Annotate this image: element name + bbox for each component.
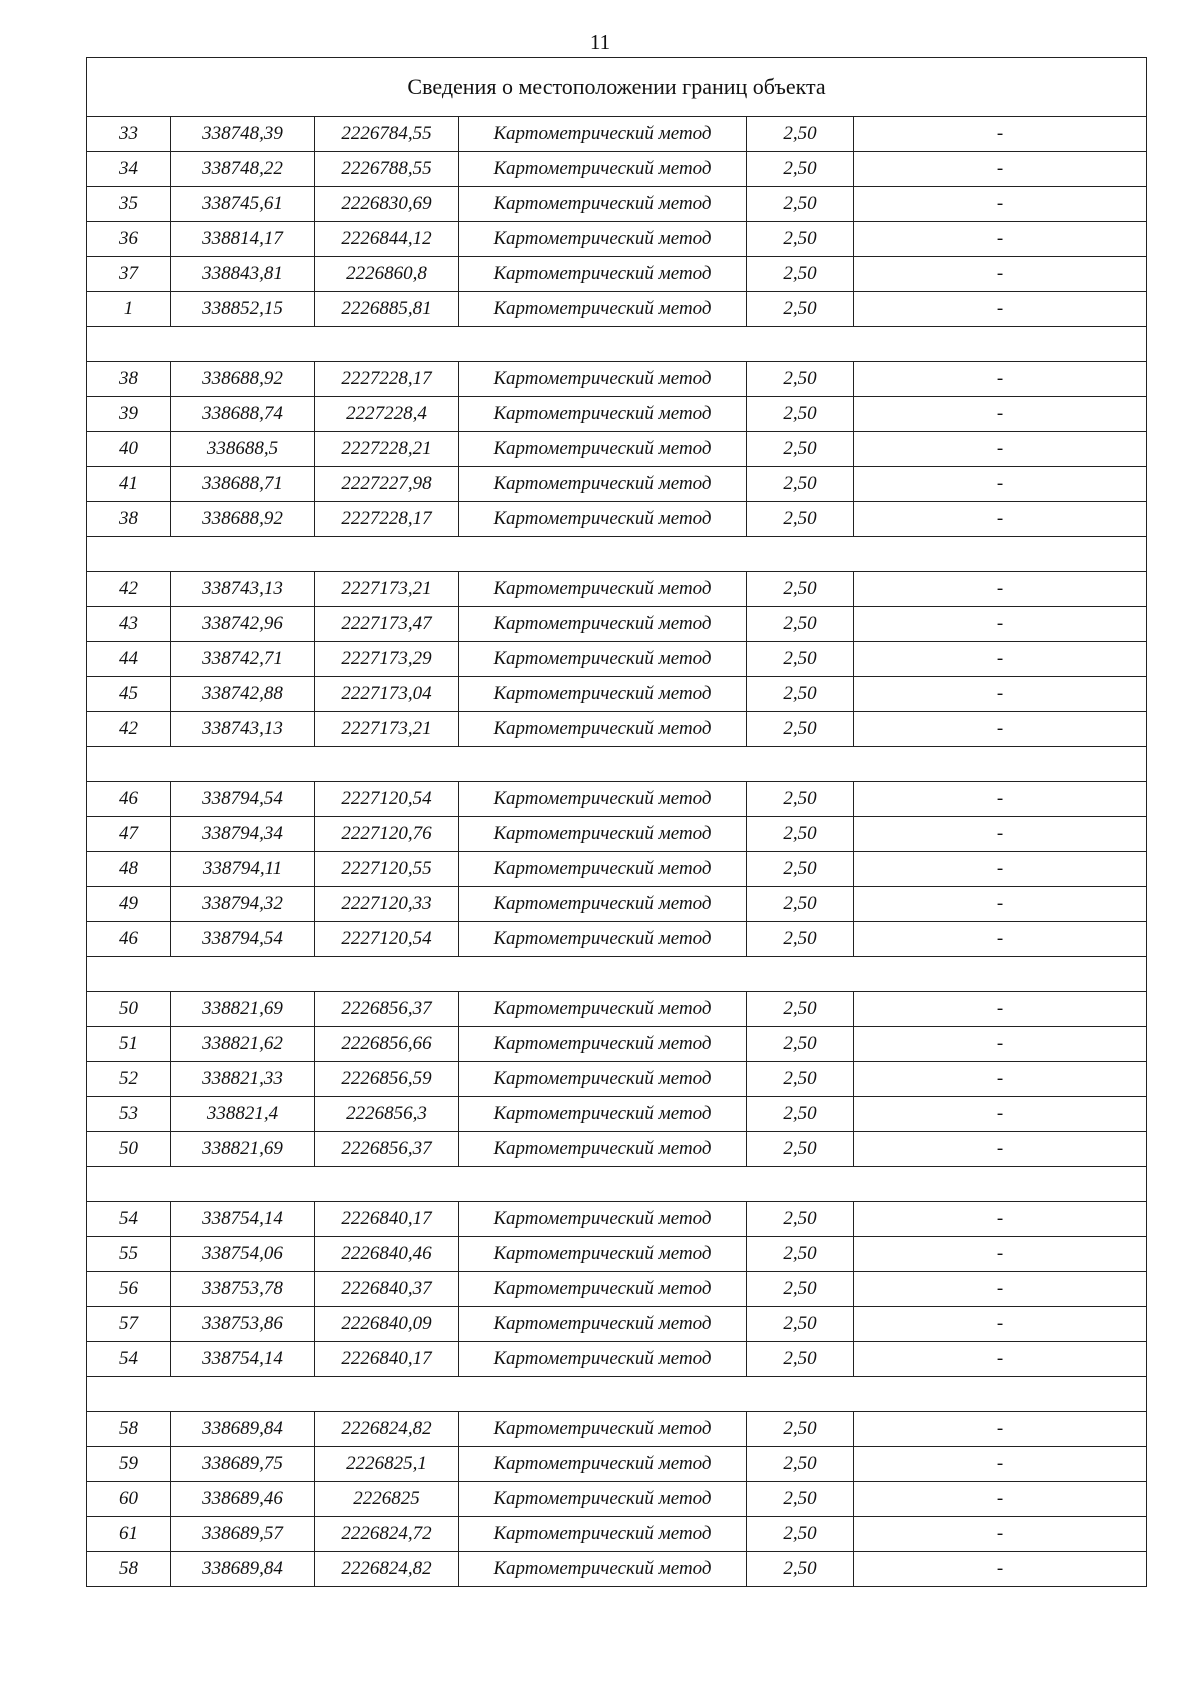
accuracy-cell: 2,50 — [747, 712, 854, 747]
point-number-cell: 54 — [87, 1202, 171, 1237]
x-coordinate-cell: 338754,14 — [171, 1342, 315, 1377]
method-cell: Картометрический метод — [459, 677, 747, 712]
method-cell: Картометрический метод — [459, 152, 747, 187]
boundary-coordinates-table — [86, 57, 1147, 1587]
point-number-cell: 36 — [87, 222, 171, 257]
description-cell: - — [854, 1062, 1147, 1097]
point-number-cell: 58 — [87, 1552, 171, 1587]
accuracy-cell: 2,50 — [747, 1412, 854, 1447]
point-number-cell: 55 — [87, 1237, 171, 1272]
table-row — [87, 397, 1147, 432]
accuracy-cell: 2,50 — [747, 1307, 854, 1342]
description-cell: - — [854, 1412, 1147, 1447]
method-cell: Картометрический метод — [459, 572, 747, 607]
x-coordinate-cell: 338794,34 — [171, 817, 315, 852]
table-row — [87, 292, 1147, 327]
table-row — [87, 187, 1147, 222]
description-cell: - — [854, 1237, 1147, 1272]
method-cell: Картометрический метод — [459, 1132, 747, 1167]
point-number-cell: 49 — [87, 887, 171, 922]
point-number-cell: 50 — [87, 992, 171, 1027]
accuracy-cell: 2,50 — [747, 257, 854, 292]
point-number-cell: 43 — [87, 607, 171, 642]
accuracy-cell: 2,50 — [747, 1237, 854, 1272]
y-coordinate-cell: 2227120,54 — [315, 922, 459, 957]
x-coordinate-cell: 338754,06 — [171, 1237, 315, 1272]
description-cell: - — [854, 117, 1147, 152]
method-cell: Картометрический метод — [459, 712, 747, 747]
method-cell: Картометрический метод — [459, 397, 747, 432]
table-title-row — [87, 58, 1147, 117]
accuracy-cell: 2,50 — [747, 222, 854, 257]
description-cell: - — [854, 1552, 1147, 1587]
table-row — [87, 1272, 1147, 1307]
accuracy-cell: 2,50 — [747, 187, 854, 222]
y-coordinate-cell: 2226885,81 — [315, 292, 459, 327]
table-row — [87, 1307, 1147, 1342]
x-coordinate-cell: 338753,78 — [171, 1272, 315, 1307]
table-row — [87, 607, 1147, 642]
table-row — [87, 887, 1147, 922]
point-number-cell: 1 — [87, 292, 171, 327]
y-coordinate-cell: 2226840,09 — [315, 1307, 459, 1342]
table-row — [87, 1552, 1147, 1587]
x-coordinate-cell: 338753,86 — [171, 1307, 315, 1342]
method-cell: Картометрический метод — [459, 502, 747, 537]
y-coordinate-cell: 2226840,17 — [315, 1202, 459, 1237]
description-cell: - — [854, 1342, 1147, 1377]
separator-cell — [87, 327, 1147, 362]
method-cell: Картометрический метод — [459, 187, 747, 222]
x-coordinate-cell: 338742,88 — [171, 677, 315, 712]
description-cell: - — [854, 1272, 1147, 1307]
contour-separator-row — [87, 327, 1147, 362]
table-row — [87, 852, 1147, 887]
page-number: 11 — [589, 30, 611, 54]
description-cell: - — [854, 1027, 1147, 1062]
description-cell: - — [854, 432, 1147, 467]
contour-separator-row — [87, 747, 1147, 782]
y-coordinate-cell: 2226824,82 — [315, 1552, 459, 1587]
separator-cell — [87, 1377, 1147, 1412]
y-coordinate-cell: 2227120,55 — [315, 852, 459, 887]
y-coordinate-cell: 2227173,29 — [315, 642, 459, 677]
y-coordinate-cell: 2226825,1 — [315, 1447, 459, 1482]
point-number-cell: 34 — [87, 152, 171, 187]
point-number-cell: 41 — [87, 467, 171, 502]
description-cell: - — [854, 572, 1147, 607]
description-cell: - — [854, 467, 1147, 502]
table-row — [87, 117, 1147, 152]
table-row — [87, 1342, 1147, 1377]
accuracy-cell: 2,50 — [747, 362, 854, 397]
table-row — [87, 1412, 1147, 1447]
y-coordinate-cell: 2226830,69 — [315, 187, 459, 222]
x-coordinate-cell: 338688,92 — [171, 502, 315, 537]
y-coordinate-cell: 2226860,8 — [315, 257, 459, 292]
table-title: Сведения о местоположении границ объекта — [87, 58, 1147, 117]
method-cell: Картометрический метод — [459, 922, 747, 957]
method-cell: Картометрический метод — [459, 222, 747, 257]
accuracy-cell: 2,50 — [747, 1342, 854, 1377]
x-coordinate-cell: 338794,54 — [171, 782, 315, 817]
point-number-cell: 60 — [87, 1482, 171, 1517]
accuracy-cell: 2,50 — [747, 1517, 854, 1552]
accuracy-cell: 2,50 — [747, 1552, 854, 1587]
x-coordinate-cell: 338794,54 — [171, 922, 315, 957]
method-cell: Картометрический метод — [459, 887, 747, 922]
x-coordinate-cell: 338745,61 — [171, 187, 315, 222]
x-coordinate-cell: 338743,13 — [171, 572, 315, 607]
y-coordinate-cell: 2226788,55 — [315, 152, 459, 187]
point-number-cell: 38 — [87, 502, 171, 537]
table-row — [87, 467, 1147, 502]
method-cell: Картометрический метод — [459, 1517, 747, 1552]
description-cell: - — [854, 257, 1147, 292]
table-row — [87, 152, 1147, 187]
table-row — [87, 1132, 1147, 1167]
table-row — [87, 502, 1147, 537]
description-cell: - — [854, 887, 1147, 922]
y-coordinate-cell: 2227228,17 — [315, 502, 459, 537]
x-coordinate-cell: 338821,4 — [171, 1097, 315, 1132]
description-cell: - — [854, 397, 1147, 432]
table-body — [87, 58, 1147, 1587]
y-coordinate-cell: 2226844,12 — [315, 222, 459, 257]
method-cell: Картометрический метод — [459, 257, 747, 292]
point-number-cell: 42 — [87, 572, 171, 607]
x-coordinate-cell: 338742,96 — [171, 607, 315, 642]
description-cell: - — [854, 782, 1147, 817]
x-coordinate-cell: 338821,69 — [171, 992, 315, 1027]
x-coordinate-cell: 338742,71 — [171, 642, 315, 677]
x-coordinate-cell: 338688,92 — [171, 362, 315, 397]
y-coordinate-cell: 2226840,46 — [315, 1237, 459, 1272]
y-coordinate-cell: 2226856,66 — [315, 1027, 459, 1062]
method-cell: Картометрический метод — [459, 1342, 747, 1377]
x-coordinate-cell: 338852,15 — [171, 292, 315, 327]
accuracy-cell: 2,50 — [747, 572, 854, 607]
description-cell: - — [854, 502, 1147, 537]
description-cell: - — [854, 152, 1147, 187]
description-cell: - — [854, 852, 1147, 887]
method-cell: Картометрический метод — [459, 1412, 747, 1447]
accuracy-cell: 2,50 — [747, 1272, 854, 1307]
x-coordinate-cell: 338748,22 — [171, 152, 315, 187]
description-cell: - — [854, 922, 1147, 957]
accuracy-cell: 2,50 — [747, 1062, 854, 1097]
contour-separator-row — [87, 1167, 1147, 1202]
method-cell: Картометрический метод — [459, 817, 747, 852]
accuracy-cell: 2,50 — [747, 817, 854, 852]
point-number-cell: 53 — [87, 1097, 171, 1132]
table-row — [87, 572, 1147, 607]
x-coordinate-cell: 338821,62 — [171, 1027, 315, 1062]
y-coordinate-cell: 2226856,3 — [315, 1097, 459, 1132]
accuracy-cell: 2,50 — [747, 292, 854, 327]
method-cell: Картометрический метод — [459, 1272, 747, 1307]
y-coordinate-cell: 2227120,54 — [315, 782, 459, 817]
method-cell: Картометрический метод — [459, 1202, 747, 1237]
description-cell: - — [854, 1517, 1147, 1552]
x-coordinate-cell: 338689,84 — [171, 1552, 315, 1587]
x-coordinate-cell: 338843,81 — [171, 257, 315, 292]
method-cell: Картометрический метод — [459, 782, 747, 817]
description-cell: - — [854, 362, 1147, 397]
accuracy-cell: 2,50 — [747, 502, 854, 537]
y-coordinate-cell: 2227228,21 — [315, 432, 459, 467]
description-cell: - — [854, 677, 1147, 712]
table-row — [87, 1237, 1147, 1272]
x-coordinate-cell: 338748,39 — [171, 117, 315, 152]
point-number-cell: 40 — [87, 432, 171, 467]
accuracy-cell: 2,50 — [747, 887, 854, 922]
accuracy-cell: 2,50 — [747, 922, 854, 957]
y-coordinate-cell: 2226856,37 — [315, 1132, 459, 1167]
y-coordinate-cell: 2227173,04 — [315, 677, 459, 712]
point-number-cell: 38 — [87, 362, 171, 397]
point-number-cell: 44 — [87, 642, 171, 677]
description-cell: - — [854, 1447, 1147, 1482]
table-row — [87, 1027, 1147, 1062]
separator-cell — [87, 957, 1147, 992]
point-number-cell: 61 — [87, 1517, 171, 1552]
x-coordinate-cell: 338743,13 — [171, 712, 315, 747]
method-cell: Картометрический метод — [459, 432, 747, 467]
x-coordinate-cell: 338688,71 — [171, 467, 315, 502]
y-coordinate-cell: 2227173,21 — [315, 712, 459, 747]
point-number-cell: 33 — [87, 117, 171, 152]
x-coordinate-cell: 338814,17 — [171, 222, 315, 257]
point-number-cell: 45 — [87, 677, 171, 712]
point-number-cell: 46 — [87, 922, 171, 957]
description-cell: - — [854, 992, 1147, 1027]
table-row — [87, 642, 1147, 677]
point-number-cell: 58 — [87, 1412, 171, 1447]
table-row — [87, 817, 1147, 852]
x-coordinate-cell: 338689,84 — [171, 1412, 315, 1447]
y-coordinate-cell: 2226824,82 — [315, 1412, 459, 1447]
table-row — [87, 1097, 1147, 1132]
description-cell: - — [854, 1482, 1147, 1517]
method-cell: Картометрический метод — [459, 992, 747, 1027]
y-coordinate-cell: 2226824,72 — [315, 1517, 459, 1552]
method-cell: Картометрический метод — [459, 1482, 747, 1517]
method-cell: Картометрический метод — [459, 117, 747, 152]
separator-cell — [87, 1167, 1147, 1202]
method-cell: Картометрический метод — [459, 292, 747, 327]
y-coordinate-cell: 2227120,33 — [315, 887, 459, 922]
x-coordinate-cell: 338821,33 — [171, 1062, 315, 1097]
description-cell: - — [854, 642, 1147, 677]
y-coordinate-cell: 2227227,98 — [315, 467, 459, 502]
method-cell: Картометрический метод — [459, 467, 747, 502]
accuracy-cell: 2,50 — [747, 1447, 854, 1482]
accuracy-cell: 2,50 — [747, 152, 854, 187]
point-number-cell: 50 — [87, 1132, 171, 1167]
point-number-cell: 37 — [87, 257, 171, 292]
x-coordinate-cell: 338689,75 — [171, 1447, 315, 1482]
x-coordinate-cell: 338688,5 — [171, 432, 315, 467]
description-cell: - — [854, 607, 1147, 642]
point-number-cell: 54 — [87, 1342, 171, 1377]
method-cell: Картометрический метод — [459, 1237, 747, 1272]
accuracy-cell: 2,50 — [747, 432, 854, 467]
x-coordinate-cell: 338754,14 — [171, 1202, 315, 1237]
point-number-cell: 39 — [87, 397, 171, 432]
x-coordinate-cell: 338794,32 — [171, 887, 315, 922]
table-row — [87, 922, 1147, 957]
accuracy-cell: 2,50 — [747, 117, 854, 152]
accuracy-cell: 2,50 — [747, 677, 854, 712]
method-cell: Картометрический метод — [459, 1062, 747, 1097]
y-coordinate-cell: 2227228,4 — [315, 397, 459, 432]
description-cell: - — [854, 292, 1147, 327]
method-cell: Картометрический метод — [459, 642, 747, 677]
point-number-cell: 46 — [87, 782, 171, 817]
method-cell: Картометрический метод — [459, 1447, 747, 1482]
separator-cell — [87, 747, 1147, 782]
description-cell: - — [854, 187, 1147, 222]
point-number-cell: 59 — [87, 1447, 171, 1482]
y-coordinate-cell: 2226856,37 — [315, 992, 459, 1027]
y-coordinate-cell: 2227228,17 — [315, 362, 459, 397]
description-cell: - — [854, 222, 1147, 257]
y-coordinate-cell: 2226840,37 — [315, 1272, 459, 1307]
accuracy-cell: 2,50 — [747, 467, 854, 502]
accuracy-cell: 2,50 — [747, 782, 854, 817]
y-coordinate-cell: 2226784,55 — [315, 117, 459, 152]
accuracy-cell: 2,50 — [747, 992, 854, 1027]
description-cell: - — [854, 1202, 1147, 1237]
description-cell: - — [854, 1132, 1147, 1167]
accuracy-cell: 2,50 — [747, 1027, 854, 1062]
y-coordinate-cell: 2227120,76 — [315, 817, 459, 852]
method-cell: Картометрический метод — [459, 607, 747, 642]
table-row — [87, 1062, 1147, 1097]
point-number-cell: 48 — [87, 852, 171, 887]
accuracy-cell: 2,50 — [747, 1202, 854, 1237]
y-coordinate-cell: 2227173,47 — [315, 607, 459, 642]
contour-separator-row — [87, 957, 1147, 992]
description-cell: - — [854, 817, 1147, 852]
x-coordinate-cell: 338689,46 — [171, 1482, 315, 1517]
method-cell: Картометрический метод — [459, 362, 747, 397]
accuracy-cell: 2,50 — [747, 1097, 854, 1132]
x-coordinate-cell: 338821,69 — [171, 1132, 315, 1167]
method-cell: Картометрический метод — [459, 1552, 747, 1587]
point-number-cell: 51 — [87, 1027, 171, 1062]
point-number-cell: 56 — [87, 1272, 171, 1307]
table-row — [87, 432, 1147, 467]
method-cell: Картометрический метод — [459, 1307, 747, 1342]
table-row — [87, 992, 1147, 1027]
accuracy-cell: 2,50 — [747, 642, 854, 677]
table-row — [87, 1447, 1147, 1482]
method-cell: Картометрический метод — [459, 1027, 747, 1062]
table-row — [87, 1202, 1147, 1237]
accuracy-cell: 2,50 — [747, 1132, 854, 1167]
table-row — [87, 257, 1147, 292]
x-coordinate-cell: 338794,11 — [171, 852, 315, 887]
point-number-cell: 42 — [87, 712, 171, 747]
point-number-cell: 47 — [87, 817, 171, 852]
table-row — [87, 782, 1147, 817]
accuracy-cell: 2,50 — [747, 1482, 854, 1517]
x-coordinate-cell: 338689,57 — [171, 1517, 315, 1552]
y-coordinate-cell: 2227173,21 — [315, 572, 459, 607]
point-number-cell: 57 — [87, 1307, 171, 1342]
y-coordinate-cell: 2226840,17 — [315, 1342, 459, 1377]
table-row — [87, 1517, 1147, 1552]
accuracy-cell: 2,50 — [747, 397, 854, 432]
contour-separator-row — [87, 1377, 1147, 1412]
table-row — [87, 222, 1147, 257]
description-cell: - — [854, 1097, 1147, 1132]
accuracy-cell: 2,50 — [747, 852, 854, 887]
description-cell: - — [854, 712, 1147, 747]
point-number-cell: 35 — [87, 187, 171, 222]
table-row — [87, 677, 1147, 712]
contour-separator-row — [87, 537, 1147, 572]
description-cell: - — [854, 1307, 1147, 1342]
separator-cell — [87, 537, 1147, 572]
y-coordinate-cell: 2226825 — [315, 1482, 459, 1517]
table-row — [87, 712, 1147, 747]
y-coordinate-cell: 2226856,59 — [315, 1062, 459, 1097]
method-cell: Картометрический метод — [459, 852, 747, 887]
table-row — [87, 362, 1147, 397]
accuracy-cell: 2,50 — [747, 607, 854, 642]
x-coordinate-cell: 338688,74 — [171, 397, 315, 432]
method-cell: Картометрический метод — [459, 1097, 747, 1132]
point-number-cell: 52 — [87, 1062, 171, 1097]
table-row — [87, 1482, 1147, 1517]
